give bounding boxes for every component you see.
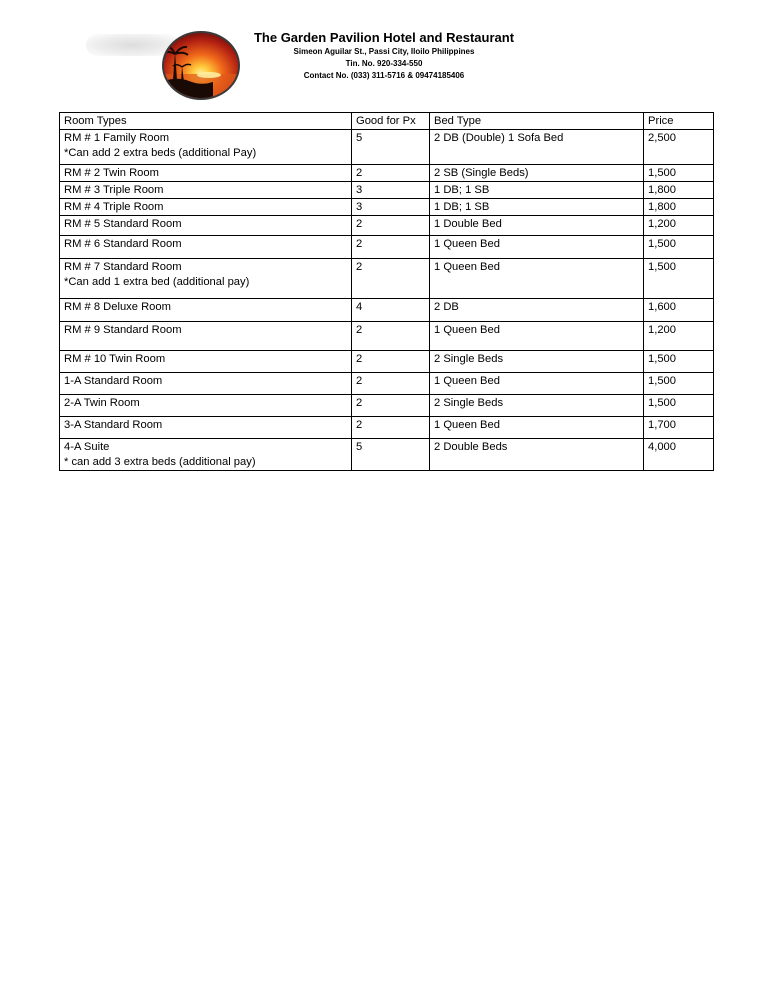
cell-price: 1,200: [644, 216, 714, 236]
cell-room-type: [60, 236, 352, 259]
cell-room-type: [60, 373, 352, 395]
hotel-contact: Contact No. (033) 311-5716 & 09474185406: [303, 71, 465, 80]
room-name: 3-A Standard Room: [64, 419, 163, 431]
table-row: [60, 373, 714, 395]
cell-room-type: [60, 182, 352, 199]
cell-room-type: [60, 417, 352, 439]
cell-room-type: [60, 165, 352, 182]
room-name: RM # 2 Twin Room: [64, 167, 159, 179]
cell-room-type: [60, 259, 352, 299]
cell-good-for-px: 5: [352, 439, 430, 471]
cell-bed-type: 1 Queen Bed: [430, 373, 644, 395]
cell-good-for-px: 2: [352, 165, 430, 182]
cell-bed-type: 1 Queen Bed: [430, 259, 644, 299]
column-header-good-for-px: Good for Px: [352, 113, 430, 130]
letterhead: [248, 30, 520, 82]
cell-good-for-px: 5: [352, 130, 430, 165]
room-name: RM # 7 Standard Room: [64, 261, 182, 273]
cell-room-type: [60, 130, 352, 165]
cell-good-for-px: 4: [352, 299, 430, 322]
cell-price: 1,500: [644, 236, 714, 259]
hotel-logo: [161, 30, 241, 101]
room-name: RM # 5 Standard Room: [64, 218, 182, 230]
room-name: RM # 9 Standard Room: [64, 324, 182, 336]
cell-price: 1,200: [644, 322, 714, 351]
cell-good-for-px: 2: [352, 259, 430, 299]
cell-price: 1,500: [644, 351, 714, 373]
cell-bed-type: 1 DB; 1 SB: [430, 199, 644, 216]
cell-room-type: [60, 351, 352, 373]
table-row: [60, 199, 714, 216]
room-name: 4-A Suite: [64, 441, 110, 453]
room-name: RM # 4 Triple Room: [64, 201, 164, 213]
cell-room-type: [60, 322, 352, 351]
cell-bed-type: 2 Single Beds: [430, 351, 644, 373]
cell-good-for-px: 3: [352, 199, 430, 216]
cell-bed-type: 1 Queen Bed: [430, 417, 644, 439]
column-header-price: Price: [644, 113, 714, 130]
room-rates-table: [59, 112, 714, 471]
cell-bed-type: 1 Double Bed: [430, 216, 644, 236]
cell-room-type: [60, 199, 352, 216]
table-row: [60, 165, 714, 182]
cell-good-for-px: 2: [352, 417, 430, 439]
room-name: 1-A Standard Room: [64, 375, 163, 387]
cell-good-for-px: 2: [352, 351, 430, 373]
cell-price: 1,500: [644, 395, 714, 417]
cell-bed-type: 1 DB; 1 SB: [430, 182, 644, 199]
hotel-name: The Garden Pavilion Hotel and Restaurant: [253, 30, 515, 45]
cell-good-for-px: 2: [352, 395, 430, 417]
table-row: [60, 395, 714, 417]
table-header-row: [60, 113, 714, 130]
hotel-address: Simeon Aguilar St., Passi City, Iloilo Philippines: [293, 47, 475, 56]
cell-price: 1,500: [644, 373, 714, 395]
cell-good-for-px: 2: [352, 216, 430, 236]
table-row: [60, 322, 714, 351]
cell-good-for-px: 2: [352, 322, 430, 351]
room-note: *Can add 1 extra bed (additional pay): [64, 276, 250, 288]
cell-price: 2,500: [644, 130, 714, 165]
cell-bed-type: 2 Single Beds: [430, 395, 644, 417]
table-row: [60, 236, 714, 259]
table-row: [60, 182, 714, 199]
cell-room-type: [60, 395, 352, 417]
cell-good-for-px: 2: [352, 373, 430, 395]
cell-bed-type: 2 DB (Double) 1 Sofa Bed: [430, 130, 644, 165]
room-name: RM # 8 Deluxe Room: [64, 301, 171, 313]
cell-price: 1,500: [644, 165, 714, 182]
cell-bed-type: 1 Queen Bed: [430, 322, 644, 351]
room-name: RM # 1 Family Room: [64, 132, 170, 144]
cell-good-for-px: 3: [352, 182, 430, 199]
cell-room-type: [60, 216, 352, 236]
sunset-logo-icon: [161, 30, 241, 101]
cell-good-for-px: 2: [352, 236, 430, 259]
table-row: [60, 351, 714, 373]
cell-bed-type: 1 Queen Bed: [430, 236, 644, 259]
cell-price: 1,800: [644, 182, 714, 199]
table-row: [60, 130, 714, 165]
cell-room-type: [60, 439, 352, 471]
room-name: RM # 6 Standard Room: [64, 238, 182, 250]
cell-bed-type: 2 DB: [430, 299, 644, 322]
cell-price: 4,000: [644, 439, 714, 471]
room-name: RM # 10 Twin Room: [64, 353, 166, 365]
cell-room-type: [60, 299, 352, 322]
table-row: [60, 259, 714, 299]
hotel-tin: Tin. No. 920-334-550: [345, 59, 423, 68]
room-name: 2-A Twin Room: [64, 397, 140, 409]
table-row: [60, 299, 714, 322]
column-header-room-types: Room Types: [60, 113, 352, 130]
room-note: * can add 3 extra beds (additional pay): [64, 456, 256, 468]
cell-bed-type: 2 Double Beds: [430, 439, 644, 471]
cell-price: 1,600: [644, 299, 714, 322]
cell-price: 1,700: [644, 417, 714, 439]
cell-bed-type: 2 SB (Single Beds): [430, 165, 644, 182]
table-row: [60, 216, 714, 236]
table-row: [60, 439, 714, 471]
table-row: [60, 417, 714, 439]
cell-price: 1,500: [644, 259, 714, 299]
room-name: RM # 3 Triple Room: [64, 184, 164, 196]
room-note: *Can add 2 extra beds (additional Pay): [64, 147, 257, 159]
cell-price: 1,800: [644, 199, 714, 216]
column-header-bed-type: Bed Type: [430, 113, 644, 130]
